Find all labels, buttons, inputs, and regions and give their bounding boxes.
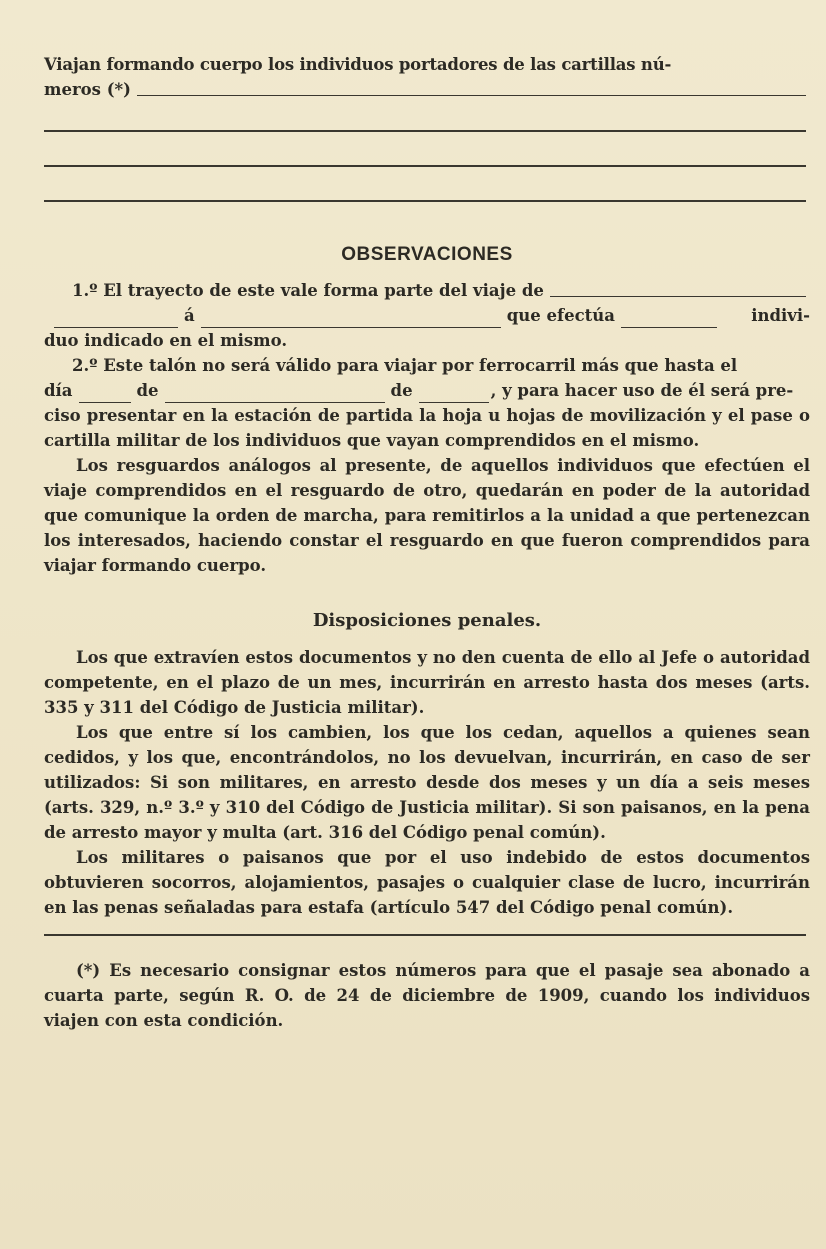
obs-item2-b4: , y para hacer uso de él será pre- [490,381,794,400]
mes-field[interactable] [165,388,385,403]
obs-item1-e: duo indicado en el mismo. [44,331,288,350]
blank-line-2[interactable] [44,132,806,167]
observaciones-title: OBSERVACIONES [341,244,513,265]
anio-field[interactable] [419,388,489,403]
blank-line-3[interactable] [44,167,806,202]
efectua-field[interactable] [621,313,717,328]
obs-item2-row-b [44,378,810,403]
intro-line-2 [44,77,810,102]
intro-line-1: Viajan formando cuerpo los individuos portadores de las cartillas nú- [44,55,672,74]
footnote-text: (*) Es necesario consignar estos números para que el pasaje sea abonado a cuarta parte, según R. O. de 24 de diciembre de 1909, cuando los individuos viajen con esta condición. [44,961,810,1030]
cartillas-numbers-field[interactable] [137,94,806,96]
obs-item2-b2: de [136,381,159,400]
obs-item1-b: á [184,306,195,325]
obs-item1-row-a [44,278,810,303]
obs-para3: Los resguardos análogos al presente, de aquellos individuos que efectúen el viaje comprendidos en el resguardo de otro, quedarán en poder de la autoridad que comunique la orden de marcha, para remitirlos a la unidad a que pertenezcan los interesados, haciendo constar el resguardo en que fueron comprendidos para viajar formando cuerpo. [44,456,810,575]
obs-item2-b3: de [390,381,413,400]
disp-para1: Los que extravíen estos documentos y no den cuenta de ello al Jefe o autoridad competente, en el plazo de un mes, incurrirán en arresto hasta dos meses (arts. 335 y 311 del Código de Justicia militar). [44,648,810,717]
footnote-divider [44,934,806,936]
origin-field[interactable] [54,313,178,328]
viaje-de-field[interactable] [550,295,806,297]
obs-item2-c: ciso presentar en la estación de partida la hoja u hojas de movilización y el pase o cartilla militar de los individuos que vayan comprendidos en el mismo. [44,406,810,450]
dia-field[interactable] [79,388,131,403]
blank-line-1[interactable] [44,102,806,132]
disp-para2: Los que entre sí los cambien, los que los cedan, aquellos a quienes sean cedidos, y los que, encontrándolos, no los devuelvan, incurrirán, en caso de ser utilizados: Si son militares, en arresto desde dos meses y un día a seis meses (arts. 329, n.º 3.º y 310 del Código de Justicia militar). Si son paisanos, en la pena de arresto mayor y multa (art. 316 del Código penal común). [44,723,810,842]
obs-item1-row-b [44,303,810,328]
destination-field[interactable] [201,313,501,328]
obs-item2-b1: día [44,381,73,400]
obs-item1-a: 1.º El trayecto de este vale forma parte del viaje de [72,281,544,300]
obs-item1-d: indivi- [751,306,810,325]
obs-item2-a: 2.º Este talón no será válido para viajar por ferrocarril más que hasta el [72,356,738,375]
disposiciones-title: Disposiciones penales. [312,610,542,631]
disp-para3: Los militares o paisanos que por el uso indebido de estos documentos obtuvieren socorros, alojamientos, pasajes o cualquier clase de lucro, incurrirán en las penas señaladas para estafa (artículo 547 del Código penal común). [44,848,810,917]
obs-item1-c: que efectúa [506,306,615,325]
intro-line-2-text: meros (*) [44,80,131,99]
